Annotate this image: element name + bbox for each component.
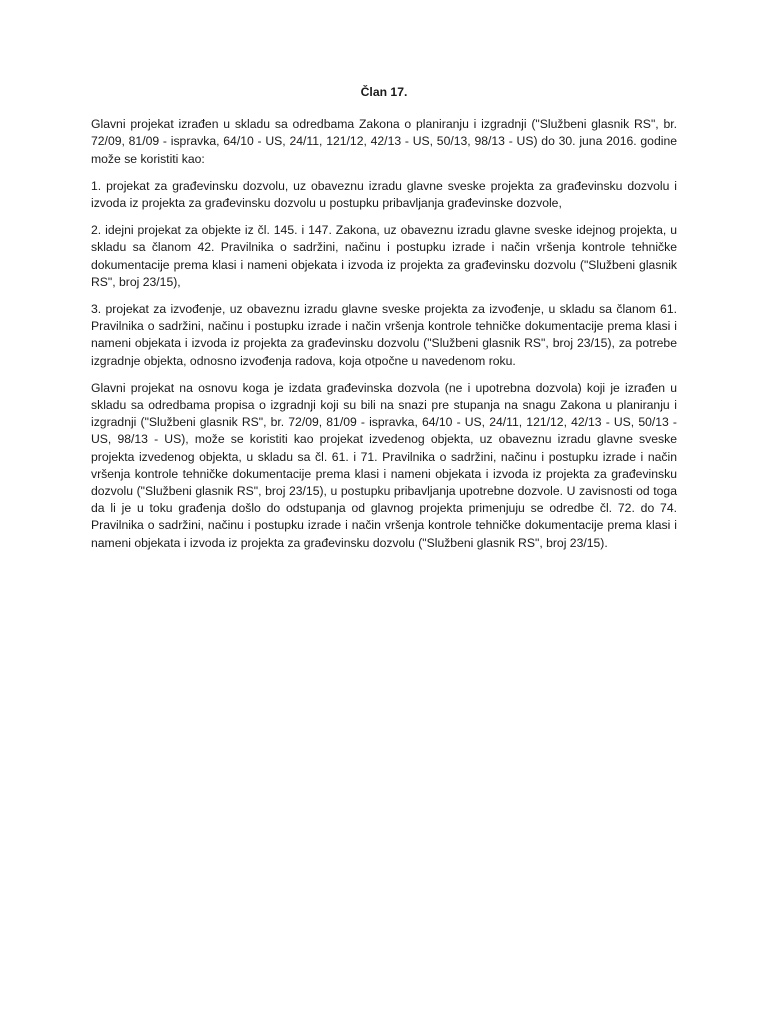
- document-body: [91, 84, 677, 562]
- paragraph-item-1: 1. projekat za građevinsku dozvolu, uz obaveznu izradu glavne sveske projekta za građevinsku dozvolu i izvoda iz projekta za građevinsku dozvolu u postupku pribavljanja građevinske dozvole,: [91, 178, 677, 211]
- paragraph-item-3: 3. projekat za izvođenje, uz obaveznu izradu glavne sveske projekta za izvođenje, u skladu sa članom 61. Pravilnika o sadržini, načinu i postupku izrade i način vršenja kontrole tehničke dokumentacije prema klasi i nameni objekata i izvoda iz projekta za građevinsku dozvolu ("Službeni glasnik RS", broj 23/15), za potrebe izgradnje objekta, odnosno izvođenja radova, koja otpočne u navedenom roku.: [91, 302, 677, 368]
- paragraph-item-2: 2. idejni projekat za objekte iz čl. 145. i 147. Zakona, uz obaveznu izradu glavne sveske idejnog projekta, u skladu sa članom 42. Pravilnika o sadržini, načinu i postupku izrade i način vršenja kontrole tehničke dokumentacije prema klasi i nameni objekata i izvoda iz projekta za građevinsku dozvolu ("Službeni glasnik RS", broj 23/15),: [91, 223, 677, 289]
- paragraph-final: Glavni projekat na osnovu koga je izdata građevinska dozvola (ne i upotrebna dozvola) koji je izrađen u skladu sa odredbama propisa o izgradnji koji su bili na snazi pre stupanja na snagu Zakona u planiranju i izgradnji ("Službeni glasnik RS", br. 72/09, 81/09 - ispravka, 64/10 - US, 24/11, 121/12, 42/13 - US, 50/13 - US, 98/13 - US), može se koristiti kao projekat izvedenog objekta, uz obaveznu izradu glavne sveske projekta izvedenog objekta, u skladu sa čl. 61. i 71. Pravilnika o sadržini, načinu i postupku izrade i način vršenja kontrole tehničke dokumentacije prema klasi i nameni objekata i izvoda iz projekta za građevinsku dozvolu ("Službeni glasnik RS", broj 23/15), u postupku pribavljanja upotrebne dozvole. U zavisnosti od toga da li je u toku građenja došlo do odstupanja od glavnog projekta primenjuju se odredbe čl. 72. do 74. Pravilnika o sadržini, načinu i postupku izrade i način vršenja kontrole tehničke dokumentacije prema klasi i nameni objekata i izvoda iz projekta za građevinsku dozvolu ("Službeni glasnik RS", broj 23/15).: [91, 380, 677, 550]
- paragraph-intro: Glavni projekat izrađen u skladu sa odredbama Zakona o planiranju i izgradnji ("Službeni glasnik RS", br. 72/09, 81/09 - ispravka, 64/10 - US, 24/11, 121/12, 42/13 - US, 50/13, 98/13 - US) do 30. juna 2016. godine može se koristiti kao:: [91, 117, 677, 166]
- article-title: Član 17.: [360, 85, 408, 99]
